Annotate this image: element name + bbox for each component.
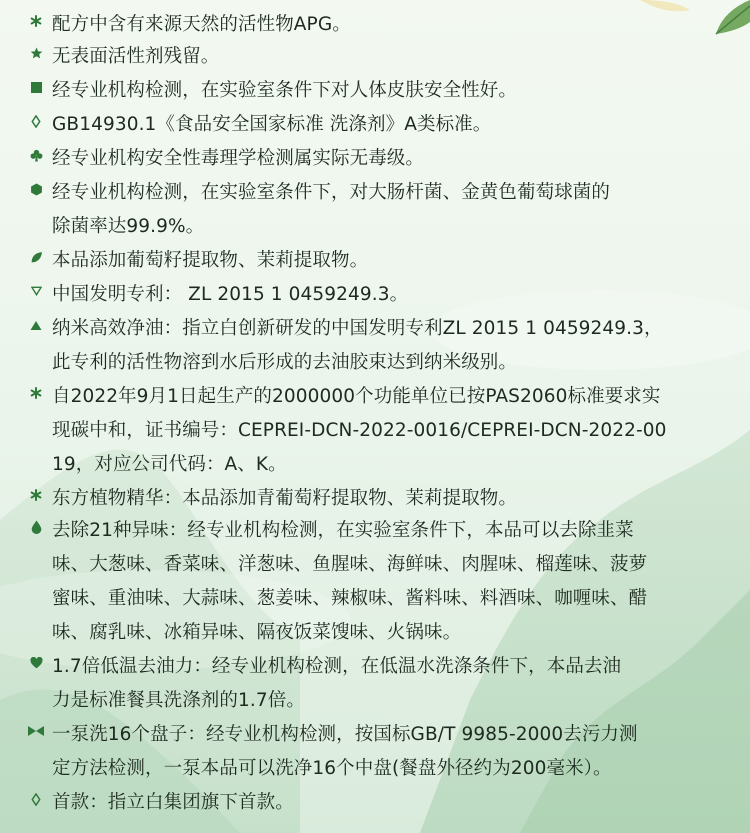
asterisk-icon [28, 8, 44, 34]
list-item [0, 176, 740, 244]
list-item-text [52, 278, 408, 312]
heart-icon [28, 650, 44, 676]
list-item-line: 东方植物精华：本品添加青葡萄籽提取物、茉莉提取物。 [52, 488, 518, 509]
list-item-text [52, 74, 517, 108]
list-item-line: 自2022年9月1日起生产的2000000个功能单位已按PAS2060标准要求实 [52, 386, 661, 407]
list-item-line: 经专业机构检测，在实验室条件下，对大肠杆菌、金黄色葡萄球菌的 [52, 182, 611, 203]
list-item-text [52, 650, 621, 718]
list-item-text [52, 718, 638, 786]
leaf-icon [28, 244, 44, 270]
list-item-line: 定方法检测，一泵本品可以洗净16个中盘(餐盘外径约为200毫米）。 [52, 758, 612, 779]
list-item-line: 1.7倍低温去油力：经专业机构检测，在低温水洗涤条件下，本品去油 [52, 656, 622, 677]
list-item [0, 40, 740, 74]
list-item [0, 108, 740, 142]
list-item [0, 514, 740, 650]
list-item-line: 配方中含有来源天然的活性物APG。 [52, 14, 351, 35]
list-item-line: 本品添加葡萄籽提取物、茉莉提取物。 [52, 250, 369, 271]
list-item-line: 味、大葱味、香菜味、洋葱味、鱼腥味、海鲜味、肉腥味、榴莲味、菠萝 [52, 554, 648, 575]
diamond-outline-icon [28, 786, 44, 812]
list-item-text [52, 312, 663, 380]
list-item-text [52, 8, 351, 42]
asterisk-icon [28, 380, 44, 406]
list-item-line: 现碳中和，证书编号：CEPREI-DCN-2022-0016/CEPREI-DCN-2022-00 [52, 420, 667, 441]
drop-icon [28, 514, 44, 540]
list-item [0, 142, 740, 176]
club-icon [28, 142, 44, 168]
bowtie-icon [28, 718, 44, 744]
list-item-text [52, 514, 647, 650]
list-item-line: 一泵洗16个盘子：经专业机构检测，按国标GB/T 9985-2000去污力测 [52, 724, 638, 745]
square-icon [28, 74, 44, 100]
list-item-line: 首款：指立白集团旗下首款。 [52, 792, 294, 813]
triangle-up-icon [28, 312, 44, 338]
list-item-text [52, 108, 491, 142]
asterisk-icon [28, 482, 44, 508]
list-item-text [52, 482, 517, 516]
list-item [0, 650, 740, 718]
list-item-line: 去除21种异味：经专业机构检测，在实验室条件下，本品可以去除韭菜 [52, 520, 634, 541]
list-item [0, 786, 740, 820]
list-item [0, 74, 740, 108]
list-item-text [52, 244, 368, 278]
list-item-line: 纳米高效净油：指立白创新研发的中国发明专利ZL 2015 1 0459249.3， [52, 318, 663, 339]
list-item-line: 力是标准餐具洗涤剂的1.7倍。 [52, 690, 305, 711]
star-icon [28, 40, 44, 66]
hexagon-icon [28, 176, 44, 202]
list-item [0, 718, 740, 786]
list-item [0, 482, 740, 516]
list-item-line: 无表面活性剂残留。 [52, 46, 220, 67]
list-item-line: 经专业机构安全性毒理学检测属实际无毒级。 [52, 148, 425, 169]
list-item [0, 312, 740, 380]
list-item-text [52, 40, 219, 74]
list-item-text [52, 176, 610, 244]
list-item-line: GB14930.1《食品安全国家标准 洗涤剂》A类标准。 [52, 114, 492, 135]
list-item-line: 蜜味、重油味、大蒜味、葱姜味、辣椒味、酱料味、料酒味、咖喱味、醋 [52, 588, 648, 609]
list-item-text [52, 786, 294, 820]
list-item [0, 278, 740, 312]
list-item-line: 此专利的活性物溶到水后形成的去油胶束达到纳米级别。 [52, 352, 518, 373]
list-item-text [52, 142, 424, 176]
list-item [0, 380, 740, 482]
list-item-line: 中国发明专利： ZL 2015 1 0459249.3。 [52, 284, 409, 305]
list-item [0, 244, 740, 278]
list-item-line: 除菌率达99.9%。 [52, 216, 205, 237]
list-item-text [52, 380, 667, 482]
list-item-line: 经专业机构检测，在实验室条件下对人体皮肤安全性好。 [52, 80, 518, 101]
triangle-down-outline-icon [28, 278, 44, 304]
list-item-line: 19，对应公司代码：A、K。 [52, 454, 287, 475]
diamond-outline-icon [28, 108, 44, 134]
list-item-line: 味、腐乳味、冰箱异味、隔夜饭菜馊味、火锅味。 [52, 622, 462, 643]
list-item [0, 8, 740, 42]
